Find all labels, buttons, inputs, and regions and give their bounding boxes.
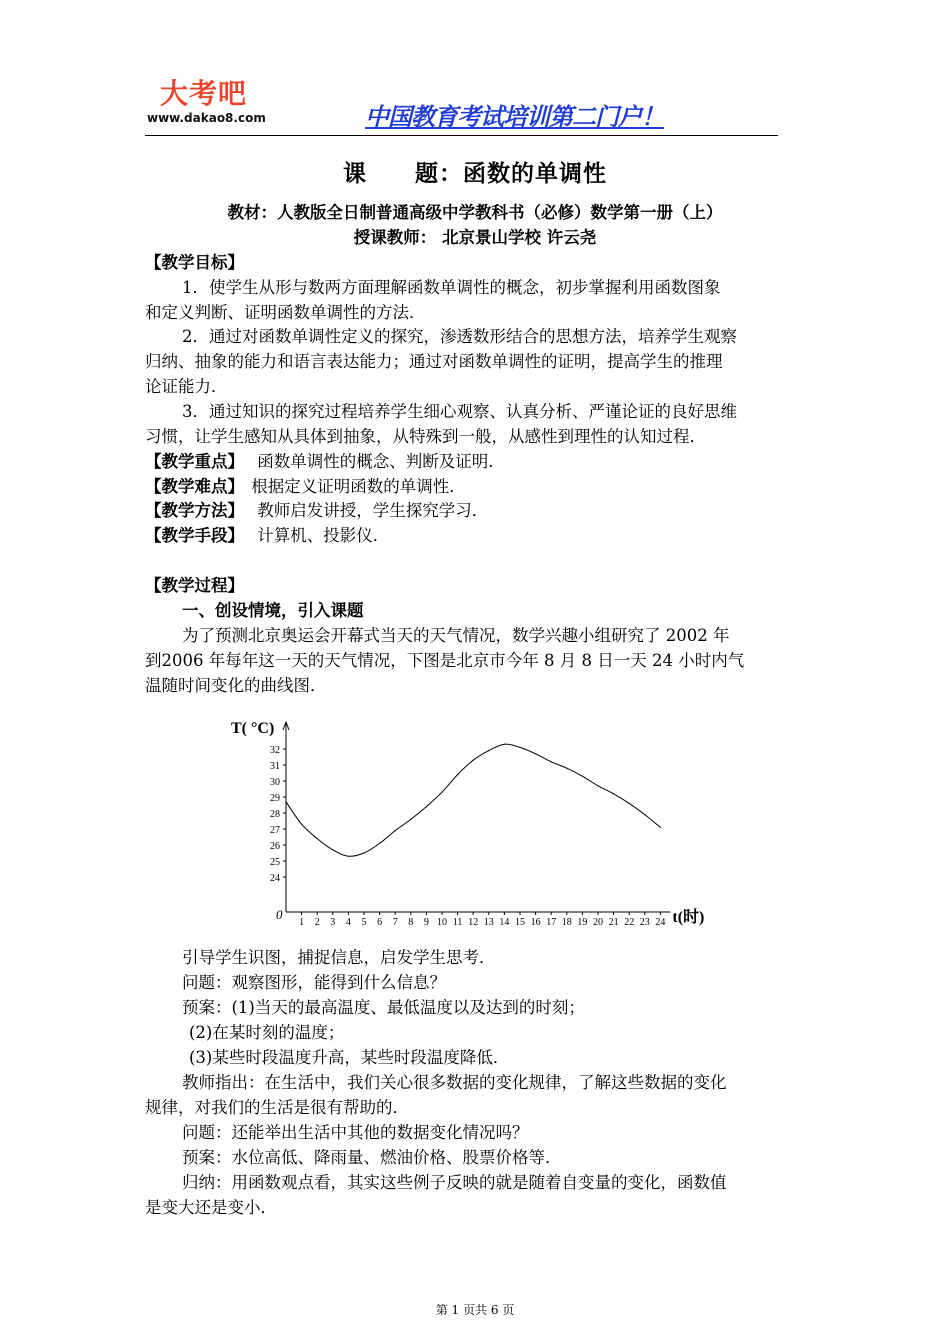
goal-1-line-a: 1．使学生从形与数两方面理解函数单调性的概念，初步掌握利用函数图象 bbox=[182, 278, 721, 297]
discussion-line-9a: 归纳：用函数观点看，其实这些例子反映的就是随着自变量的变化，函数值 bbox=[182, 1173, 727, 1192]
y-tick-label: 30 bbox=[270, 777, 280, 788]
x-tick-label: 11 bbox=[452, 917, 463, 928]
data-point bbox=[332, 849, 333, 850]
y-tick-label: 31 bbox=[270, 761, 280, 772]
difficulty-row bbox=[145, 474, 466, 499]
discussion-line-2: 问题：观察图形，能得到什么信息？ bbox=[182, 973, 446, 992]
means-text: 计算机、投影仪． bbox=[257, 526, 390, 545]
x-tick-label: 10 bbox=[437, 917, 447, 928]
header-divider bbox=[145, 135, 778, 136]
data-point bbox=[301, 824, 302, 825]
x-tick-label: 14 bbox=[499, 917, 510, 928]
x-tick-label: 6 bbox=[377, 917, 383, 928]
data-point bbox=[426, 806, 427, 807]
x-tick-label: 18 bbox=[561, 917, 572, 928]
data-point bbox=[504, 744, 505, 745]
discussion-line-3: 预案：(1)当天的最高温度、最低温度以及达到的时刻； bbox=[182, 998, 585, 1017]
y-tick-label: 24 bbox=[270, 873, 280, 884]
data-point bbox=[457, 774, 458, 775]
goal-2-line-a: 2．通过对函数单调性定义的探究，渗透数形结合的思想方法，培养学生观察 bbox=[182, 327, 737, 346]
x-tick-label: 5 bbox=[361, 917, 367, 928]
x-tick-label: 16 bbox=[530, 917, 541, 928]
process-heading: 【教学过程】 bbox=[145, 576, 244, 595]
y-tick-label: 32 bbox=[270, 745, 280, 756]
data-point bbox=[395, 830, 396, 831]
discussion-line-6b: 规律，对我们的生活是很有帮助的． bbox=[145, 1098, 409, 1117]
temperature-chart bbox=[225, 712, 725, 937]
discussion-line-7: 问题：还能举出生活中其他的数据变化情况吗？ bbox=[182, 1123, 529, 1142]
teacher-line: 授课教师： 北京景山学校 许云尧 bbox=[353, 228, 597, 247]
y-axis-label: T( °C) bbox=[231, 720, 275, 737]
page-footer: 第 1 页共 6 页 bbox=[435, 1303, 515, 1317]
x-tick-label: 9 bbox=[423, 917, 429, 928]
x-tick-label: 13 bbox=[483, 917, 494, 928]
data-point bbox=[348, 856, 349, 857]
data-point bbox=[582, 776, 583, 777]
origin-label: 0 bbox=[276, 907, 283, 922]
x-tick-label: 19 bbox=[577, 917, 588, 928]
data-point bbox=[566, 768, 567, 769]
data-point bbox=[629, 803, 630, 804]
data-point bbox=[597, 785, 598, 786]
x-tick-label: 15 bbox=[515, 917, 525, 928]
header-slogan: 中国教育考试培训第二门户！ bbox=[365, 103, 664, 131]
key-point-heading: 【教学重点】 bbox=[145, 452, 244, 471]
key-point-text: 函数单调性的概念、判断及证明． bbox=[257, 452, 505, 471]
data-point bbox=[660, 827, 661, 828]
discussion-line-8: 预案：水位高低、降雨量、燃油价格、股票价格等． bbox=[182, 1148, 562, 1167]
x-tick-label: 7 bbox=[392, 917, 398, 928]
data-point bbox=[285, 801, 286, 802]
temperature-curve bbox=[286, 744, 660, 856]
intro-line-c: 温随时间变化的曲线图． bbox=[145, 676, 327, 695]
data-point bbox=[410, 819, 411, 820]
discussion-line-9b: 是变大还是变小． bbox=[145, 1198, 277, 1217]
method-text: 教师启发讲授，学生探究学习． bbox=[257, 501, 489, 520]
data-point bbox=[441, 792, 442, 793]
y-tick-label: 25 bbox=[270, 857, 280, 868]
discussion-line-1: 引导学生识图，捕捉信息，启发学生思考． bbox=[182, 948, 496, 967]
section-1-heading: 一、创设情境，引入课题 bbox=[182, 601, 364, 620]
data-point bbox=[488, 750, 489, 751]
method-heading: 【教学方法】 bbox=[145, 501, 244, 520]
x-tick-label: 8 bbox=[408, 917, 414, 928]
data-point bbox=[535, 753, 536, 754]
logo-text: 大考吧 bbox=[160, 77, 248, 110]
discussion-line-5: (3)某些时段温度升高，某些时段温度降低． bbox=[189, 1048, 510, 1067]
x-axis-label: t(时) bbox=[672, 909, 705, 926]
data-point bbox=[379, 843, 380, 844]
goal-2-line-c: 论证能力． bbox=[145, 377, 228, 396]
method-row bbox=[145, 498, 488, 523]
goal-2-line-b: 归纳、抽象的能力和语言表达能力；通过对函数单调性的证明，提高学生的推理 bbox=[145, 352, 723, 371]
x-tick-label: 3 bbox=[330, 917, 336, 928]
means-heading: 【教学手段】 bbox=[145, 526, 244, 545]
x-tick-label: 12 bbox=[468, 917, 479, 928]
intro-line-b: 到2006 年每年这一天的天气情况，下图是北京市今年 8 月 8 日一天 24 小时内气 bbox=[145, 651, 745, 670]
data-point bbox=[473, 760, 474, 761]
data-point bbox=[613, 793, 614, 794]
x-tick-label: 20 bbox=[593, 917, 603, 928]
data-point bbox=[317, 838, 318, 839]
x-tick-label: 1 bbox=[299, 917, 305, 928]
difficulty-text: 根据定义证明函数的单调性． bbox=[251, 477, 466, 496]
x-tick-label: 17 bbox=[546, 917, 557, 928]
data-point bbox=[644, 814, 645, 815]
x-tick-label: 21 bbox=[608, 917, 619, 928]
data-point bbox=[519, 747, 520, 748]
data-point bbox=[551, 761, 552, 762]
page-title: 课 题：函数的单调性 bbox=[343, 160, 607, 187]
y-tick-label: 27 bbox=[270, 825, 280, 836]
x-tick-label: 4 bbox=[345, 917, 351, 928]
means-row bbox=[145, 523, 389, 548]
x-tick-label: 22 bbox=[624, 917, 635, 928]
goal-3-line-b: 习惯，让学生感知从具体到抽象，从特殊到一般，从感性到理性的认知过程． bbox=[145, 427, 706, 446]
difficulty-heading: 【教学难点】 bbox=[145, 477, 244, 496]
material-line: 教材：人教版全日制普通高级中学教科书（必修）数学第一册（上） bbox=[227, 203, 723, 222]
data-point bbox=[363, 852, 364, 853]
key-point-row bbox=[145, 449, 505, 474]
x-tick-label: 23 bbox=[639, 917, 650, 928]
intro-line-a: 为了预测北京奥运会开幕式当天的天气情况，数学兴趣小组研究了 2002 年 bbox=[182, 626, 730, 645]
goals-heading: 【教学目标】 bbox=[145, 253, 244, 272]
x-tick-label: 2 bbox=[314, 917, 320, 928]
y-tick-label: 26 bbox=[270, 841, 280, 852]
x-tick-label: 24 bbox=[655, 917, 666, 928]
discussion-line-6a: 教师指出：在生活中，我们关心很多数据的变化规律，了解这些数据的变化 bbox=[182, 1073, 727, 1092]
logo-url: www.dakao8.com bbox=[147, 111, 266, 125]
goal-3-line-a: 3．通过知识的探究过程培养学生细心观察、认真分析、严谨论证的良好思维 bbox=[182, 402, 737, 421]
y-tick-label: 28 bbox=[270, 809, 280, 820]
discussion-line-4: (2)在某时刻的温度； bbox=[189, 1023, 345, 1042]
y-tick-label: 29 bbox=[270, 793, 280, 804]
goal-1-line-b: 和定义判断、证明函数单调性的方法． bbox=[145, 303, 426, 322]
